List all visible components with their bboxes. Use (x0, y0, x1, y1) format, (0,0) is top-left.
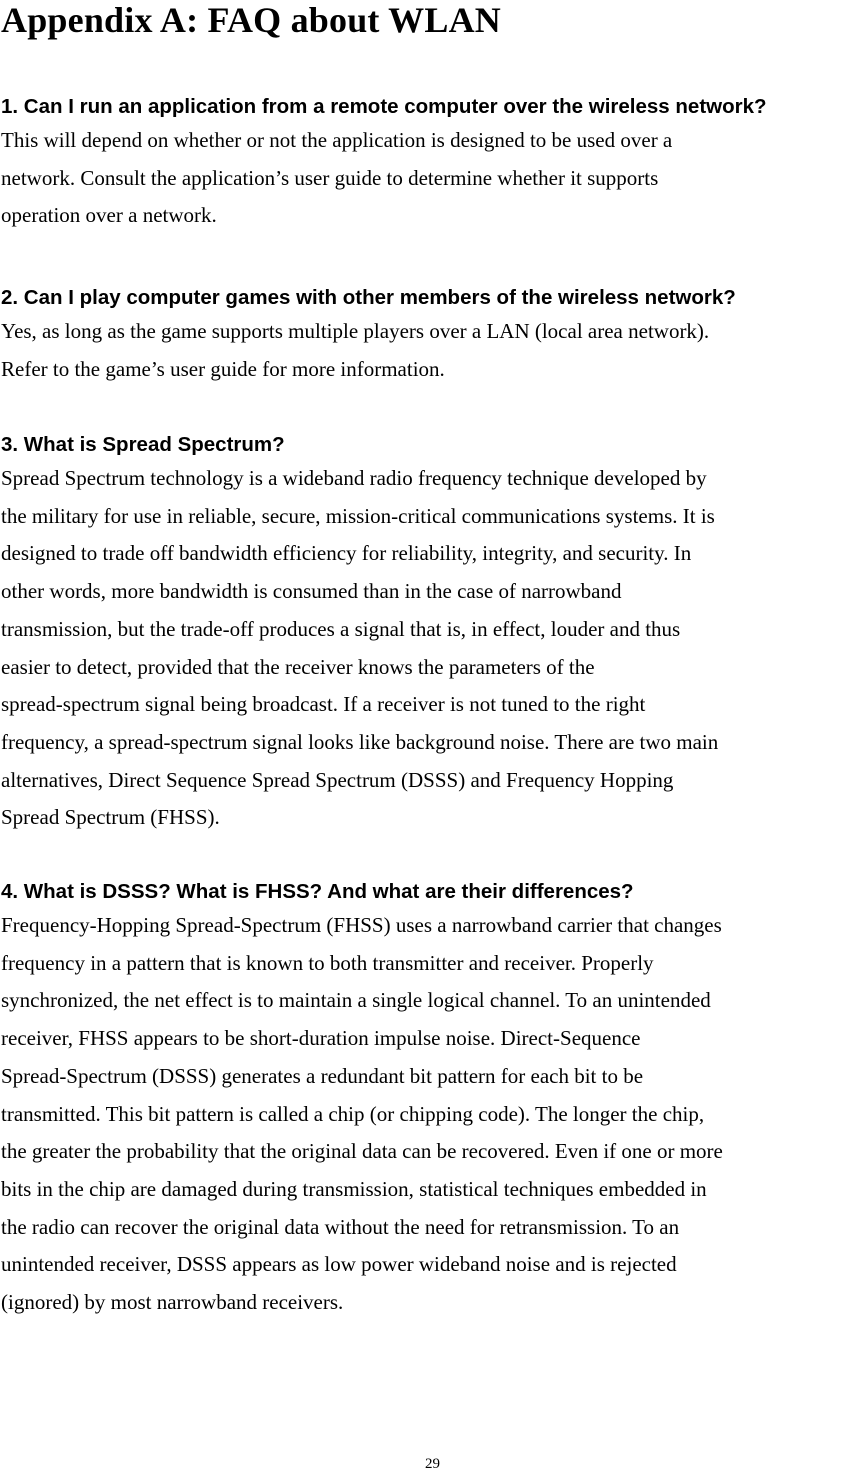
answer-line: alternatives, Direct Sequence Spread Spectrum (DSSS) and Frequency Hopping (1, 767, 674, 792)
answer-line: the greater the probability that the original data can be recovered. Even if one or more (1, 1139, 723, 1164)
answer-line: Refer to the game’s user guide for more information. (1, 356, 445, 381)
answer-line: bits in the chip are damaged during transmission, statistical techniques embedded in (1, 1176, 707, 1201)
answer-line: (ignored) by most narrowband receivers. (1, 1290, 344, 1315)
answer-line: spread-spectrum signal being broadcast. If a receiver is not tuned to the right (1, 692, 646, 717)
answer-line: frequency in a pattern that is known to both transmitter and receiver. Properly (1, 950, 654, 975)
answer-line: frequency, a spread-spectrum signal looks like background noise. There are two main (1, 729, 719, 754)
answer-line: Spread-Spectrum (DSSS) generates a redundant bit pattern for each bit to be (1, 1063, 644, 1088)
answer-line: operation over a network. (1, 203, 217, 228)
faq-question: 2. Can I play computer games with other members of the wireless network? (1, 286, 736, 309)
answer-line: Spread Spectrum technology is a wideband radio frequency technique developed by (1, 466, 707, 490)
answer-line: other words, more bandwidth is consumed than in the case of narrowband (1, 579, 622, 604)
answer-line: the radio can recover the original data without the need for retransmission. To an (1, 1214, 680, 1239)
faq-question: 4. What is DSSS? What is FHSS? And what are their differences? (1, 880, 634, 903)
answer-line: transmitted. This bit pattern is called a chip (or chipping code). The longer the chip, (1, 1101, 705, 1126)
faq-item (1, 880, 863, 1322)
faq-question: 3. What is Spread Spectrum? (1, 433, 285, 456)
faq-answer (1, 313, 863, 388)
page-title: Appendix A: FAQ about WLAN (1, 0, 501, 40)
answer-line: the military for use in reliable, secure, mission-critical communications systems. It is (1, 503, 715, 528)
answer-line: designed to trade off bandwidth efficiency for reliability, integrity, and security. In (1, 541, 692, 566)
answer-line: network. Consult the application’s user guide to determine whether it supports (1, 165, 659, 190)
answer-line: transmission, but the trade-off produces a signal that is, in effect, louder and thus (1, 616, 681, 641)
faq-item (1, 286, 863, 388)
answer-line: receiver, FHSS appears to be short-duration impulse noise. Direct-Sequence (1, 1026, 641, 1051)
answer-line: synchronized, the net effect is to maintain a single logical channel. To an unintended (1, 988, 711, 1013)
answer-line: easier to detect, provided that the receiver knows the parameters of the (1, 654, 595, 679)
faq-answer (1, 460, 863, 837)
faq-answer (1, 122, 863, 235)
answer-line: Yes, as long as the game supports multiple players over a LAN (local area network). (1, 319, 710, 343)
faq-question: 1. Can I run an application from a remote computer over the wireless network? (1, 95, 767, 118)
answer-line: Spread Spectrum (FHSS). (1, 805, 220, 830)
faq-answer (1, 907, 863, 1322)
faq-item (1, 433, 863, 837)
answer-line: Frequency-Hopping Spread-Spectrum (FHSS) uses a narrowband carrier that changes (1, 913, 722, 937)
faq-item (1, 95, 863, 235)
answer-line: This will depend on whether or not the application is designed to be used over a (1, 128, 673, 152)
answer-line: unintended receiver, DSSS appears as low power wideband noise and is rejected (1, 1252, 677, 1277)
page-number: 29 (425, 1456, 440, 1472)
